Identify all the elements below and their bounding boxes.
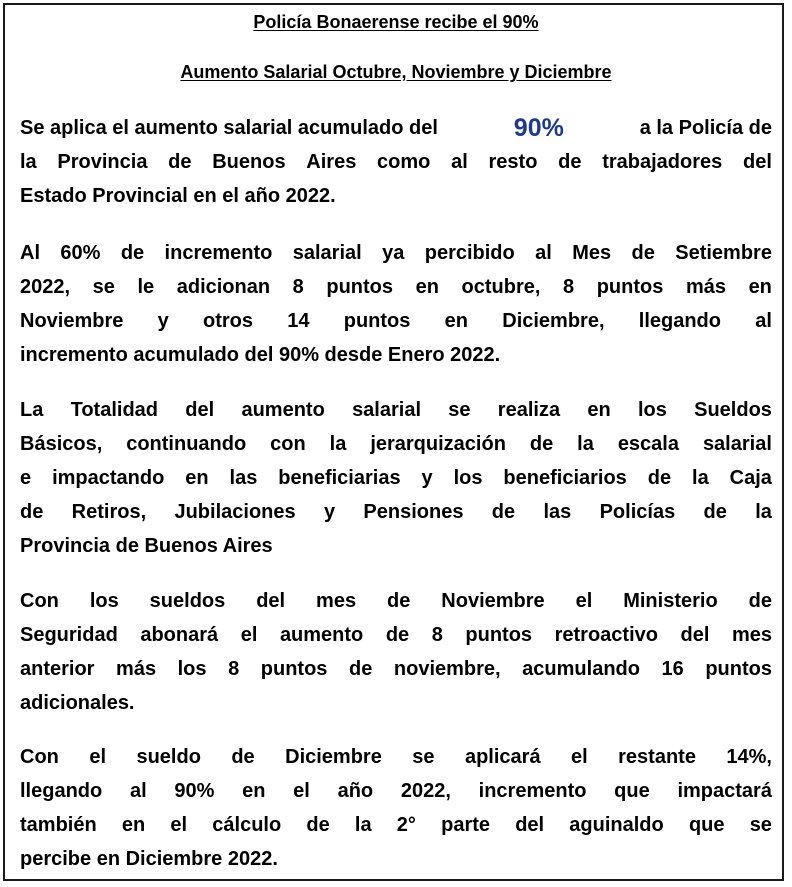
paragraph-5: [20, 740, 772, 876]
word: impactando: [52, 467, 165, 489]
word: puntos: [326, 276, 394, 298]
word: Totalidad: [70, 399, 159, 421]
word: mes: [316, 590, 357, 612]
word: del: [185, 399, 215, 421]
word: que: [614, 780, 650, 802]
paragraph-3-line-5: Provincia de Buenos Aires: [20, 535, 273, 557]
word: la: [692, 467, 709, 489]
word: el: [240, 624, 258, 646]
word: Caja: [729, 467, 772, 489]
word: Aires: [306, 151, 357, 173]
word: parte: [441, 814, 491, 836]
word: Básicos,: [20, 433, 103, 455]
word: Provincia: [57, 151, 148, 173]
word: resto: [488, 151, 538, 173]
word: en: [587, 399, 611, 421]
word: Diciembre: [285, 746, 382, 768]
word: 14%,: [726, 746, 772, 768]
paragraph-1: [20, 111, 772, 213]
word: la: [329, 433, 347, 455]
word: de: [231, 746, 255, 768]
word: 2022,: [20, 276, 71, 298]
document-title: Policía Bonaerense recibe el 90%: [253, 12, 539, 32]
word: Al: [20, 242, 40, 264]
word: salarial: [702, 433, 772, 455]
word: las: [543, 501, 572, 523]
paragraph-4-line-1: [20, 584, 772, 618]
word: de: [631, 242, 655, 264]
word: salarial: [292, 242, 362, 264]
word: acumulando: [522, 658, 640, 680]
word: y: [421, 467, 433, 489]
word: abonará: [140, 624, 219, 646]
word: sueldo: [136, 746, 201, 768]
word: jerarquización: [370, 433, 506, 455]
word: aumento: [279, 624, 364, 646]
word: en: [444, 310, 468, 332]
word: restante: [618, 746, 696, 768]
paragraph-3-line-1: [20, 393, 772, 427]
document-subtitle: Aumento Salarial Octubre, Noviembre y Diciembre: [180, 62, 612, 82]
paragraph-3-line-3: [20, 461, 772, 495]
word: de: [120, 242, 145, 264]
word: beneficiarios: [503, 467, 627, 489]
word: continuando: [126, 433, 247, 455]
word: los: [177, 658, 207, 680]
word: retroactivo: [554, 624, 658, 646]
word: realiza: [497, 399, 561, 421]
word: trabajadores: [602, 151, 723, 173]
word: escala: [617, 433, 679, 455]
word: del: [742, 151, 772, 173]
word: de: [748, 590, 772, 612]
paragraph-1-line-1-before: Se aplica el aumento salarial acumulado del: [20, 117, 438, 139]
word: Retiros,: [71, 501, 147, 523]
word: en: [415, 276, 439, 298]
word: puntos: [705, 658, 772, 680]
word: cálculo: [212, 814, 282, 836]
word: Pensiones: [363, 501, 464, 523]
paragraph-1-line-3: Estado Provincial en el año 2022.: [20, 185, 336, 207]
word: de: [529, 433, 554, 455]
word: 2°: [396, 814, 416, 836]
word: al: [755, 310, 772, 332]
word: de: [491, 501, 516, 523]
paragraph-5-line-1: [20, 740, 772, 774]
word: Policías: [599, 501, 676, 523]
word: Buenos: [212, 151, 286, 173]
word: como: [377, 151, 431, 173]
word: llegando: [638, 310, 721, 332]
word: 8: [292, 276, 304, 298]
word: más: [685, 276, 726, 298]
word: 60%: [60, 242, 101, 264]
paragraph-2-line-4: incremento acumulado del 90% desde Enero 2022.: [20, 344, 501, 366]
word: las: [229, 467, 258, 489]
word: que: [688, 814, 725, 836]
paragraph-5-line-4: percibe en Diciembre 2022.: [20, 848, 278, 870]
paragraph-5-line-2: [20, 774, 772, 808]
word: Ministerio: [623, 590, 718, 612]
word: 8: [228, 658, 240, 680]
word: puntos: [343, 310, 411, 332]
word: ya: [382, 242, 405, 264]
paragraph-2: [20, 236, 772, 372]
word: en: [121, 814, 146, 836]
word: incremento: [164, 242, 273, 264]
word: beneficiarias: [278, 467, 401, 489]
word: del: [515, 814, 545, 836]
word: de: [20, 501, 44, 523]
word: de: [385, 624, 410, 646]
word: e: [20, 467, 32, 489]
word: la: [354, 814, 372, 836]
word: se: [749, 814, 772, 836]
word: y: [157, 310, 169, 332]
highlight-percentage: 90%: [513, 114, 564, 142]
paragraph-1-line-1-after: a la Policía de: [639, 117, 772, 139]
paragraph-4: [20, 584, 772, 720]
word: La: [20, 399, 44, 421]
paragraph-3-line-4: [20, 495, 772, 529]
paragraph-2-line-2: [20, 270, 772, 304]
paragraph-4-line-4: adicionales.: [20, 692, 135, 714]
word: 90%: [174, 780, 215, 802]
word: Con: [20, 590, 59, 612]
word: de: [387, 590, 411, 612]
paragraph-4-line-3: [20, 652, 772, 686]
word: 8: [563, 276, 575, 298]
paragraph-2-line-3: [20, 304, 772, 338]
word: más: [116, 658, 157, 680]
word: salarial: [352, 399, 422, 421]
paragraph-4-line-2: [20, 618, 772, 652]
word: la: [577, 433, 594, 455]
word: Con: [20, 746, 59, 768]
word: puntos: [260, 658, 328, 680]
word: aumento: [241, 399, 325, 421]
word: se: [448, 399, 471, 421]
paragraph-1-line-1: [20, 111, 772, 145]
word: Diciembre,: [502, 310, 605, 332]
word: en: [748, 276, 772, 298]
word: Seguridad: [20, 624, 118, 646]
word: se: [92, 276, 115, 298]
word: del: [256, 590, 286, 612]
word: los: [89, 590, 119, 612]
word: Noviembre: [441, 590, 545, 612]
word: al: [451, 151, 468, 173]
word: en: [242, 780, 266, 802]
word: mes: [731, 624, 772, 646]
word: noviembre,: [393, 658, 501, 680]
word: el: [575, 590, 593, 612]
word: puntos: [465, 624, 533, 646]
word: de: [168, 151, 192, 173]
word: Sueldos: [694, 399, 772, 421]
word: en: [185, 467, 209, 489]
word: de: [703, 501, 727, 523]
word: la: [755, 501, 772, 523]
word: sueldos: [149, 590, 226, 612]
word: los: [637, 399, 667, 421]
paragraph-5-line-3: [20, 808, 772, 842]
word: adicionan: [176, 276, 271, 298]
word: el: [293, 780, 310, 802]
word: octubre,: [461, 276, 541, 298]
word: Mes: [572, 242, 612, 264]
word: de: [349, 658, 373, 680]
paragraph-2-line-1: [20, 236, 772, 270]
word: del: [680, 624, 710, 646]
paragraph-3-line-2: [20, 427, 772, 461]
word: con: [270, 433, 306, 455]
word: también: [20, 814, 97, 836]
word: la: [20, 151, 37, 173]
word: Noviembre: [20, 310, 124, 332]
word: incremento: [478, 780, 587, 802]
word: el: [89, 746, 107, 768]
word: 8: [431, 624, 443, 646]
word: el: [571, 746, 588, 768]
paragraph-1-line-2: [20, 145, 772, 179]
word: de: [306, 814, 330, 836]
word: al: [535, 242, 552, 264]
word: anterior: [20, 658, 95, 680]
word: impactará: [677, 780, 772, 802]
word: Setiembre: [675, 242, 772, 264]
word: al: [129, 780, 147, 802]
word: le: [137, 276, 155, 298]
word: otros: [203, 310, 253, 332]
word: aplicará: [464, 746, 541, 768]
word: llegando: [20, 780, 103, 802]
word: aguinaldo: [569, 814, 664, 836]
word: y: [323, 501, 336, 523]
word: puntos: [596, 276, 664, 298]
word: el: [170, 814, 188, 836]
word: los: [453, 467, 483, 489]
word: de: [647, 467, 672, 489]
word: se: [412, 746, 435, 768]
paragraph-3: [20, 393, 772, 563]
word: Jubilaciones: [174, 501, 296, 523]
word: 2022,: [400, 780, 451, 802]
word: de: [558, 151, 582, 173]
word: año: [337, 780, 374, 802]
word: percibido: [424, 242, 515, 264]
word: 16: [661, 658, 684, 680]
word: 14: [287, 310, 310, 332]
